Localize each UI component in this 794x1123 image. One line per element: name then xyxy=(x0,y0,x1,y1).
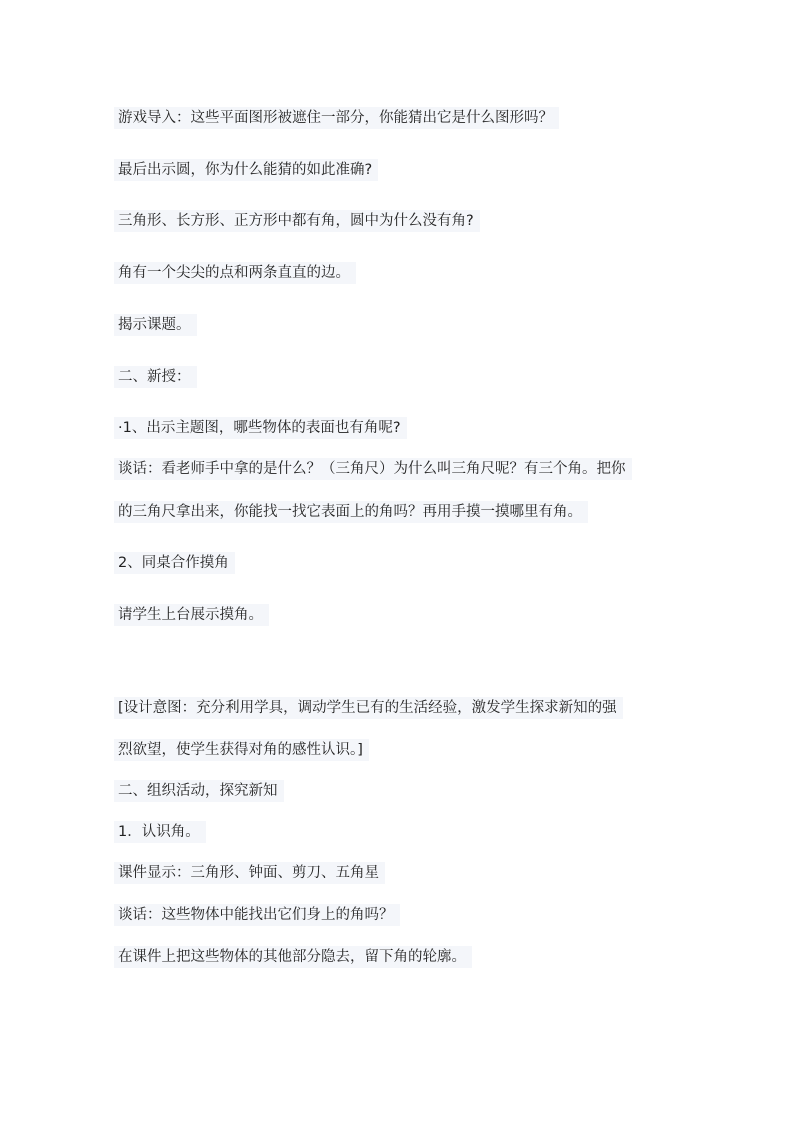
paragraph-recognize-angle: 1．认识角。 xyxy=(114,821,206,843)
paragraph-show-circle: 最后出示圆，你为什么能猜的如此准确? xyxy=(114,159,378,181)
section-heading-activity: 二、组织活动，探究新知 xyxy=(114,780,284,802)
paragraph-show-on-stage: 请学生上台展示摸角。 xyxy=(114,604,269,626)
paragraph-dialogue-line-2: 的三角尺拿出来，你能找一找它表面上的角吗？再用手摸一摸哪里有角。 xyxy=(114,501,588,523)
section-heading-new-lesson: 二、新授： xyxy=(114,366,197,388)
paragraph-hide-parts: 在课件上把这些物体的其他部分隐去，留下角的轮廓。 xyxy=(114,946,472,968)
paragraph-step-1: ·1、出示主题图，哪些物体的表面也有角呢? xyxy=(114,417,407,439)
paragraph-design-intent-line-1: [设计意图：充分利用学具，调动学生已有的生活经验，激发学生探求新知的强 xyxy=(114,697,623,719)
paragraph-find-angles: 谈话：这些物体中能找出它们身上的角吗？ xyxy=(114,904,400,926)
paragraph-dialogue-line-1: 谈话：看老师手中拿的是什么？（三角尺）为什么叫三角尺呢？有三个角。把你 xyxy=(114,458,632,480)
paragraph-reveal-topic: 揭示课题。 xyxy=(114,314,197,336)
paragraph-courseware-display: 课件显示：三角形、钟面、剪刀、五角星 xyxy=(114,862,385,884)
paragraph-design-intent-line-2: 烈欲望，使学生获得对角的感性认识。] xyxy=(114,739,369,761)
paragraph-step-2: 2、同桌合作摸角 xyxy=(114,552,235,574)
paragraph-game-intro: 游戏导入：这些平面图形被遮住一部分，你能猜出它是什么图形吗？ xyxy=(114,107,559,129)
paragraph-why-no-angle: 三角形、长方形、正方形中都有角，圆中为什么没有角? xyxy=(114,210,480,232)
paragraph-angle-definition: 角有一个尖尖的点和两条直直的边。 xyxy=(114,262,356,284)
